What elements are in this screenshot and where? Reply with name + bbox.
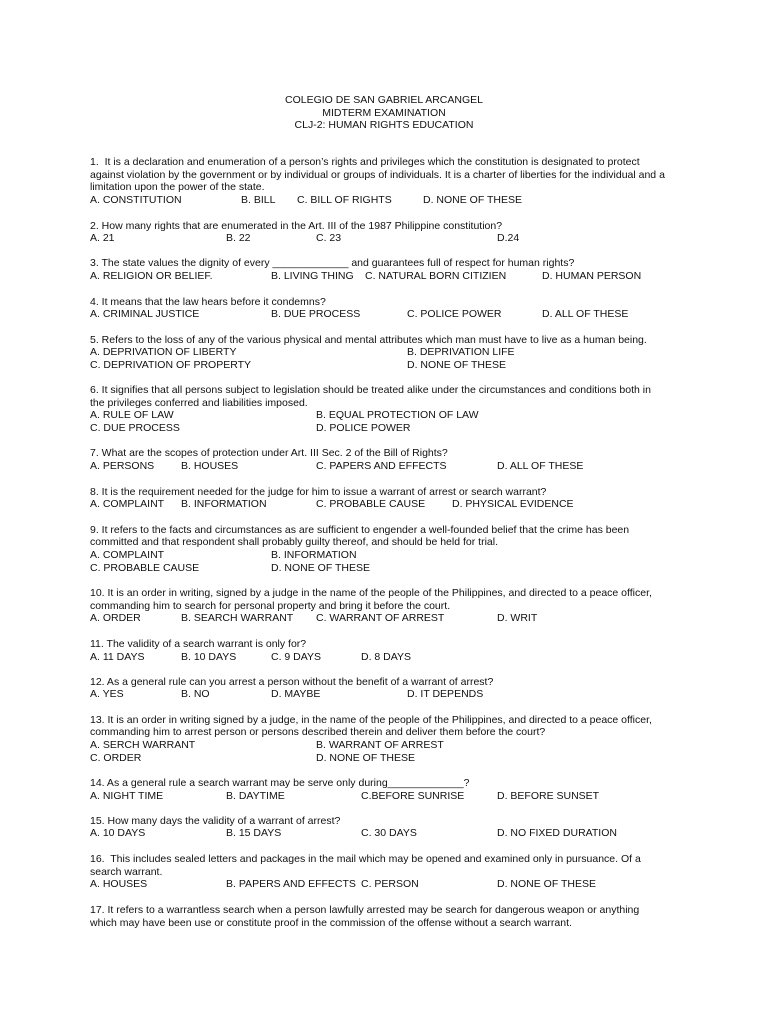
option-d: D. NO FIXED DURATION xyxy=(497,827,617,839)
question-stem-line: 9. It refers to the facts and circumstances as are sufficient to engender a well-founded belief that the crime has been xyxy=(90,524,630,536)
question-stem-line: 12. As a general rule can you arrest a person without the benefit of a warrant of arrest? xyxy=(90,676,494,688)
question-stem-line: 8. It is the requirement needed for the judge for him to issue a warrant of arrest or search warrant? xyxy=(90,486,547,498)
option-b: B. INFORMATION xyxy=(271,549,357,561)
option-d: D. PHYSICAL EVIDENCE xyxy=(452,498,574,510)
option-a: A. DEPRIVATION OF LIBERTY xyxy=(90,346,237,358)
school-name: COLEGIO DE SAN GABRIEL ARCANGEL xyxy=(284,94,483,106)
option-d: D. NONE OF THESE xyxy=(423,194,522,206)
option-b: B. WARRANT OF ARREST xyxy=(316,739,444,751)
question-stem-line: 5. Refers to the loss of any of the various physical and mental attributes which man must have to live as a human being. xyxy=(90,334,647,346)
option-c: C. WARRANT OF ARREST xyxy=(316,612,445,624)
option-b: B. EQUAL PROTECTION OF LAW xyxy=(316,409,479,421)
question-stem-line: 1. It is a declaration and enumeration of a person’s rights and privileges which the constitution is designated to protect xyxy=(90,156,640,168)
option-a: A. COMPLAINT xyxy=(90,498,165,510)
option-b: B. INFORMATION xyxy=(181,498,267,510)
question-stem-line: 17. It refers to a warrantless search when a person lawfully arrested may be search for dangerous weapon or anything xyxy=(90,904,640,916)
question-stem-line: limitation upon the power of the state. xyxy=(90,181,265,193)
option-a: A. ORDER xyxy=(90,612,141,624)
option-c: C. 23 xyxy=(316,232,342,244)
question-stem-line: the privileges conferred and liabilities imposed. xyxy=(90,397,308,409)
option-c: C. PERSON xyxy=(361,878,419,890)
option-a: A. CONSTITUTION xyxy=(90,194,182,206)
option-b: B. BILL xyxy=(241,194,276,206)
option-a: A. PERSONS xyxy=(90,460,155,472)
option-a: A. CRIMINAL JUSTICE xyxy=(90,308,200,320)
option-a: A. 21 xyxy=(90,232,115,244)
option-d: D. NONE OF THESE xyxy=(271,562,370,574)
option-c: C.BEFORE SUNRISE xyxy=(361,790,465,802)
question-stem-line: which may have been use or constitute proof in the commission of the offense without a search warrant. xyxy=(90,917,572,929)
question-stem-line: commanding him to search for personal property and bring it before the court. xyxy=(90,600,451,612)
option-c: C. DEPRIVATION OF PROPERTY xyxy=(90,359,252,371)
option-c: C. PROBABLE CAUSE xyxy=(90,562,200,574)
question-stem-line: 4. It means that the law hears before it condemns? xyxy=(90,296,326,308)
option-b: B. 22 xyxy=(226,232,251,244)
option-d: D. POLICE POWER xyxy=(316,422,411,434)
question-stem-line: 11. The validity of a search warrant is only for? xyxy=(90,638,307,650)
option-b: B. 15 DAYS xyxy=(226,827,282,839)
option-b: B. 10 DAYS xyxy=(181,651,237,663)
option-d: D. NONE OF THESE xyxy=(407,359,506,371)
option-d: D. WRIT xyxy=(497,612,538,624)
option-c: C. PROBABLE CAUSE xyxy=(316,498,426,510)
question-stem-line: 16. This includes sealed letters and packages in the mail which may be opened and examined only in pursuance. Of a xyxy=(90,853,641,865)
option-a: A. YES xyxy=(90,688,124,700)
option-d: D. NONE OF THESE xyxy=(497,878,596,890)
option-b: B. HOUSES xyxy=(181,460,239,472)
option-b: B. PAPERS AND EFFECTS xyxy=(226,878,356,890)
option-c: D. MAYBE xyxy=(271,688,321,700)
option-a: A. RULE OF LAW xyxy=(90,409,174,421)
option-c: C. ORDER xyxy=(90,752,142,764)
option-a: A. 10 DAYS xyxy=(90,827,146,839)
question-stem-line: search warrant. xyxy=(90,866,163,878)
course-title: CLJ-2: HUMAN RIGHTS EDUCATION xyxy=(294,119,474,131)
option-d: D. ALL OF THESE xyxy=(497,460,584,472)
option-b: B. NO xyxy=(181,688,210,700)
option-b: B. DAYTIME xyxy=(226,790,285,802)
question-stem-line: 15. How many days the validity of a warrant of arrest? xyxy=(90,815,341,827)
question-stem-line: against violation by the government or by individual or groups of individuals. It is a charter of liberties for the individual and a xyxy=(90,169,665,181)
option-c: C. BILL OF RIGHTS xyxy=(297,194,392,206)
option-d: D. 8 DAYS xyxy=(361,651,411,663)
exam-title: MIDTERM EXAMINATION xyxy=(322,107,446,119)
option-c: C. 30 DAYS xyxy=(361,827,417,839)
option-a: A. 11 DAYS xyxy=(90,651,145,663)
question-stem-line: 3. The state values the dignity of every _____________ and guarantees full of respect for human rights? xyxy=(90,257,575,269)
option-c: C. NATURAL BORN CITIZIEN xyxy=(365,270,507,282)
option-b: B. SEARCH WARRANT xyxy=(181,612,294,624)
option-c: C. DUE PROCESS xyxy=(90,422,180,434)
question-stem-line: 14. As a general rule a search warrant may be serve only during_____________? xyxy=(90,777,470,789)
option-d: D. IT DEPENDS xyxy=(407,688,484,700)
question-stem-line: 2. How many rights that are enumerated in the Art. III of the 1987 Philippine constitution? xyxy=(90,220,503,232)
question-stem-line: commanding him to arrest person or persons described therein and deliver them before the court? xyxy=(90,726,546,738)
option-d: D. NONE OF THESE xyxy=(316,752,415,764)
question-stem-line: 13. It is an order in writing signed by a judge, in the name of the people of the Philippines, and directed to a peace officer, xyxy=(90,714,652,726)
option-d: D. BEFORE SUNSET xyxy=(497,790,600,802)
option-b: B. DEPRIVATION LIFE xyxy=(407,346,515,358)
option-a: A. RELIGION OR BELIEF. xyxy=(90,270,213,282)
option-a: A. NIGHT TIME xyxy=(90,790,164,802)
option-a: A. COMPLAINT xyxy=(90,549,165,561)
option-d: D. ALL OF THESE xyxy=(542,308,629,320)
question-stem-line: 10. It is an order in writing, signed by a judge in the name of the people of the Philippines, and directed to a peace officer, xyxy=(90,587,652,599)
option-d: D.24 xyxy=(497,232,520,244)
question-stem-line: 6. It signifies that all persons subject to legislation should be treated alike under the circumstances and conditions both in xyxy=(90,384,651,396)
question-stem-line: 7. What are the scopes of protection under Art. III Sec. 2 of the Bill of Rights? xyxy=(90,447,448,459)
option-c: C. PAPERS AND EFFECTS xyxy=(316,460,447,472)
option-b: B. LIVING THING xyxy=(271,270,354,282)
option-a: A. HOUSES xyxy=(90,878,148,890)
option-c: C. POLICE POWER xyxy=(407,308,502,320)
option-b: B. DUE PROCESS xyxy=(271,308,361,320)
option-c: C. 9 DAYS xyxy=(271,651,321,663)
option-d: D. HUMAN PERSON xyxy=(542,270,642,282)
question-stem-line: committed and that respondent shall probably guilty thereof, and should be held for trial. xyxy=(90,536,498,548)
option-a: A. SERCH WARRANT xyxy=(90,739,196,751)
